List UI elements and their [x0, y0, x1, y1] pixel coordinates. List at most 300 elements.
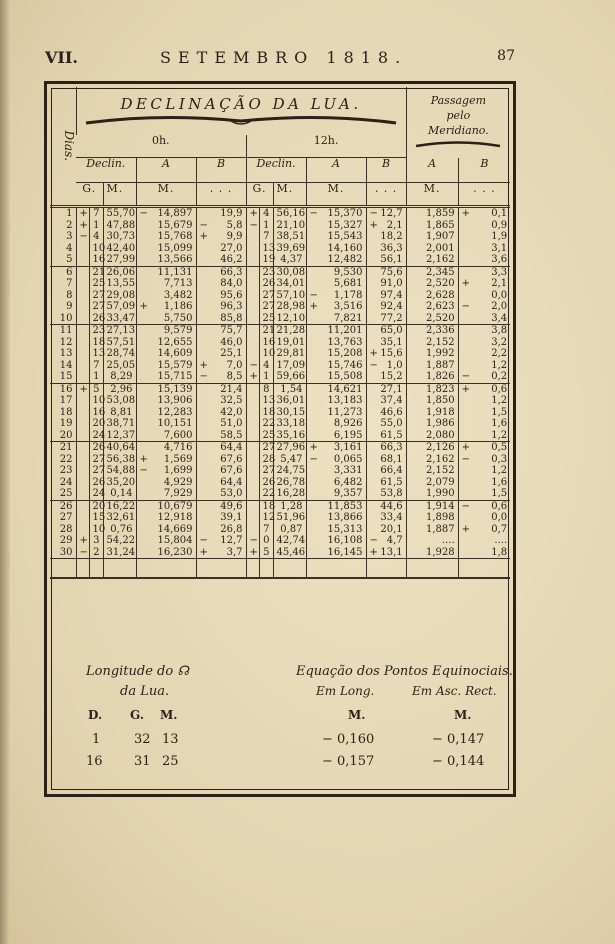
table-number: 1,186: [163, 301, 193, 312]
row1-g: 32: [134, 732, 151, 747]
table-value: [310, 360, 363, 372]
table-value: [200, 547, 243, 559]
col-m-header: M.: [160, 708, 178, 722]
table-number: 15,543: [327, 231, 363, 242]
table-number: 26,8: [220, 523, 243, 535]
table-value: 27: [92, 301, 106, 312]
table-number: 27,0: [220, 242, 243, 254]
passagem-line-3: Meridiano.: [428, 124, 489, 137]
table-value: [140, 454, 193, 466]
sign-mark: +: [369, 219, 378, 231]
table-value: [80, 418, 86, 430]
min-12-cell: [273, 383, 306, 442]
table-value: 2,079: [425, 476, 455, 488]
deg-12-cell: [259, 442, 276, 501]
b-12-cell: [366, 266, 406, 325]
unit-m-a12: M.: [306, 183, 366, 207]
table-value: [80, 477, 86, 489]
table-value: 1: [263, 219, 270, 231]
col-d-header: D.: [88, 708, 103, 722]
table-value: [250, 290, 256, 302]
unit-m-12: M.: [273, 183, 306, 207]
table-number: 11,273: [327, 406, 363, 418]
table-number: 0,6: [491, 500, 508, 512]
table-value: [370, 535, 403, 547]
b-0-cell: [196, 325, 246, 384]
table-number: 92,4: [380, 301, 403, 312]
table-number: 64,4: [220, 442, 243, 453]
table-number: 3,6: [491, 254, 508, 265]
unit-dots-pass: . . .: [458, 183, 510, 207]
row2-long: − 0,157: [322, 754, 375, 769]
table-value: 1,914: [425, 500, 455, 512]
hour-12-header: 12h.: [246, 135, 406, 158]
table-number: 67,6: [220, 465, 243, 476]
table-value: [140, 547, 193, 559]
pass-b-cell: [458, 325, 510, 384]
table-value: [250, 407, 256, 419]
table-number: 27,1: [380, 383, 403, 395]
table-value: [370, 407, 403, 419]
table-value: 19,01: [276, 336, 306, 348]
table-value: 26: [92, 442, 106, 453]
table-value: [462, 524, 508, 536]
table-value: 27: [262, 442, 276, 453]
table-value: 1,865: [425, 219, 455, 231]
table-value: [370, 278, 403, 290]
em-asc-label: Em Asc. Rect.: [412, 684, 497, 698]
end-rule-cell: [306, 559, 366, 579]
table-value: [80, 465, 86, 477]
table-number: 95,6: [220, 289, 243, 301]
table-number: 49,6: [220, 500, 243, 512]
table-value: 26: [92, 476, 106, 488]
table-value: 1: [93, 371, 100, 382]
table-value: 16,28: [276, 488, 306, 499]
table-value: 30,08: [276, 266, 306, 278]
table-number: 12,482: [327, 254, 363, 265]
table-value: 25: [92, 278, 106, 289]
table-value: [250, 512, 256, 524]
table-value: 22: [262, 488, 276, 499]
b-0-header: B: [196, 158, 246, 183]
table-number: 46,2: [220, 254, 243, 265]
table-number: 61,5: [380, 476, 403, 488]
table-value: [250, 243, 256, 255]
table-value: 24: [92, 429, 106, 441]
table-value: 5: [93, 383, 100, 395]
table-value: [310, 278, 363, 290]
table-value: [310, 418, 363, 430]
table-value: [80, 278, 86, 290]
day-cell: [50, 325, 76, 384]
sign-mark: +: [461, 442, 471, 453]
table-value: [462, 231, 508, 243]
table-value: 57,09: [106, 301, 136, 312]
table-value: [140, 501, 193, 513]
day-cell: [50, 500, 76, 559]
table-value: [370, 360, 403, 372]
table-value: 27,13: [106, 325, 136, 336]
table-value: 18: [262, 500, 276, 512]
table-value: 10: [59, 312, 73, 324]
table-number: 2,1: [491, 278, 508, 289]
sign-12-cell: [246, 500, 259, 559]
table-value: [370, 442, 403, 454]
table-number: 10,679: [157, 500, 193, 512]
table-value: 14: [59, 359, 73, 371]
table-value: [462, 547, 508, 559]
table-value: 15: [92, 512, 106, 523]
page-number: 87: [497, 48, 515, 64]
table-value: [250, 325, 256, 337]
table-value: 0,87: [280, 523, 303, 535]
table-value: [370, 208, 403, 220]
table-value: [200, 477, 243, 489]
table-value: +: [79, 535, 88, 546]
table-value: [462, 535, 508, 547]
table-value: [140, 430, 193, 442]
table-number: 0,9: [491, 219, 508, 231]
table-number: 0,1: [491, 208, 508, 219]
unit-m-0: M.: [103, 183, 136, 207]
table-value: 19: [59, 418, 73, 429]
table-value: 12: [262, 512, 276, 523]
b-0-cell: [196, 207, 246, 267]
table-value: 1,54: [280, 383, 303, 395]
table-value: 17: [59, 395, 73, 406]
table-number: 9,357: [333, 488, 363, 499]
pass-b-cell: [458, 383, 510, 442]
table-value: 38,51: [276, 231, 306, 242]
sign-mark: −: [461, 500, 471, 512]
table-value: 57,51: [106, 336, 136, 348]
table-value: 19: [262, 254, 276, 265]
table-value: 4: [263, 359, 270, 371]
table-value: 1,986: [425, 418, 455, 429]
deg-12-cell: [259, 500, 276, 559]
table-value: 10: [92, 523, 106, 535]
table-value: [370, 231, 403, 243]
table-value: 25,05: [106, 359, 136, 371]
table-value: 2,520: [425, 312, 455, 324]
unit-g-0: G.: [76, 183, 103, 207]
pass-b-cell: [458, 207, 510, 267]
table-value: [370, 243, 403, 255]
table-value: 25: [59, 488, 73, 499]
table-number: 7,713: [163, 278, 193, 289]
table-value: [310, 267, 363, 279]
table-value: [140, 371, 193, 383]
sign-mark: −: [309, 289, 318, 301]
table-value: [310, 465, 363, 477]
table-value: [370, 254, 403, 266]
table-value: 8,81: [110, 406, 133, 418]
table-number: 13,566: [157, 254, 193, 265]
a-0-cell: [136, 207, 196, 267]
a-pass-header: A: [406, 158, 458, 183]
table-value: [140, 535, 193, 547]
sign-mark: −: [139, 465, 148, 476]
table-value: 21: [92, 266, 106, 278]
end-rule-cell: [136, 559, 196, 579]
table-value: 1,28: [280, 500, 303, 512]
col-g-header: G.: [130, 708, 144, 722]
table-number: 66,3: [380, 442, 403, 453]
table-value: [200, 243, 243, 255]
table-value: [200, 290, 243, 302]
min-12-cell: [273, 207, 306, 267]
table-value: [310, 313, 363, 325]
table-value: 16,22: [106, 500, 136, 512]
day-cell: [50, 207, 76, 267]
table-value: 27: [92, 453, 106, 465]
sign-mark: +: [461, 383, 471, 395]
em-long-label: Em Long.: [316, 684, 375, 698]
table-number: 67,6: [220, 453, 243, 465]
table-value: [462, 501, 508, 513]
deg-12-cell: [259, 266, 276, 325]
table-value: [462, 465, 508, 477]
table-value: 13: [262, 395, 276, 406]
table-value: [250, 430, 256, 442]
table-value: [200, 524, 243, 536]
table-value: 21: [262, 325, 276, 336]
sign-mark: +: [199, 359, 208, 371]
table-value: [462, 407, 508, 419]
table-value: [370, 371, 403, 383]
table-number: 7,929: [163, 488, 193, 499]
table-value: [462, 371, 508, 383]
table-number: 85,8: [220, 312, 243, 324]
table-value: 24: [92, 488, 106, 499]
table-value: [310, 337, 363, 349]
sign-mark: −: [369, 359, 378, 371]
table-value: [140, 231, 193, 243]
table-number: 13,1: [380, 546, 403, 558]
table-value: 5: [66, 254, 73, 265]
table-value: 1,826: [425, 371, 455, 382]
table-value: 51,96: [276, 512, 306, 523]
table-value: [462, 301, 508, 313]
table-number: 1,569: [163, 453, 193, 465]
sign-12-cell: [246, 442, 259, 501]
table-value: [250, 348, 256, 360]
table-value: 33,47: [106, 312, 136, 324]
sign-mark: −: [461, 371, 471, 382]
table-value: 2,336: [425, 325, 455, 336]
table-value: [310, 512, 363, 524]
table-value: [140, 442, 193, 454]
table-number: 11,853: [327, 500, 363, 512]
table-value: 4: [93, 231, 100, 242]
table-value: [80, 337, 86, 349]
table-number: 15,508: [327, 371, 363, 382]
table-value: 24,75: [276, 465, 306, 476]
table-number: 58,5: [220, 429, 243, 441]
table-value: [140, 360, 193, 372]
day-cell: [50, 266, 76, 325]
table-number: 0,0: [491, 512, 508, 523]
table-number: 1,5: [491, 406, 508, 418]
table-number: 1,6: [491, 476, 508, 488]
passagem-header: [406, 87, 510, 158]
table-value: [140, 243, 193, 255]
table-number: 53,0: [220, 488, 243, 499]
table-value: 32,61: [106, 512, 136, 523]
table-value: [140, 465, 193, 477]
longitude-title: Longitude do ☊: [86, 664, 189, 679]
table-value: [80, 454, 86, 466]
table-value: 28,98: [276, 301, 306, 312]
table-number: 1,2: [491, 465, 508, 476]
sign-mark: +: [369, 348, 378, 359]
table-value: 1,850: [425, 395, 455, 406]
unit-dots-b0: . . .: [196, 183, 246, 207]
table-number: 44,6: [380, 500, 403, 512]
table-number: 12,283: [157, 406, 193, 418]
deg-0-cell: [89, 266, 106, 325]
table-value: 18: [262, 406, 276, 418]
table-value: [80, 301, 86, 313]
row1-d: 1: [92, 732, 101, 747]
b-12-cell: [366, 207, 406, 267]
table-value: 26,78: [276, 476, 306, 488]
table-value: 23: [262, 266, 276, 278]
deg-0-cell: [89, 207, 106, 267]
table-number: 1,178: [333, 289, 363, 301]
table-number: 15,679: [157, 219, 193, 231]
table-number: 13,866: [327, 512, 363, 523]
table-value: 3: [93, 535, 100, 546]
table-value: 20: [92, 418, 106, 429]
table-value: 7: [93, 359, 100, 371]
end-rule-cell: [406, 559, 458, 579]
table-number: 15,2: [380, 371, 403, 382]
table-value: [140, 313, 193, 325]
table-number: 0,0: [491, 289, 508, 301]
table-value: [462, 384, 508, 396]
table-value: [200, 488, 243, 500]
table-number: 75,6: [380, 266, 403, 278]
table-value: [200, 220, 243, 232]
table-value: [310, 454, 363, 466]
table-value: 16: [59, 383, 73, 395]
table-value: [310, 442, 363, 454]
table-value: [200, 512, 243, 524]
table-number: 61,5: [380, 429, 403, 441]
table-number: 2,2: [491, 348, 508, 359]
table-value: 3: [66, 231, 73, 242]
table-number: 3,482: [163, 289, 193, 301]
table-value: 4: [66, 242, 73, 254]
row2-d: 16: [86, 754, 103, 769]
equacao-title: Equação dos Pontos Equinociais.: [296, 664, 513, 679]
table-value: 2,345: [425, 266, 455, 278]
table-value: 16: [92, 406, 106, 418]
table-value: 10: [92, 395, 106, 406]
sign-mark: +: [461, 208, 471, 219]
month-year-title: SETEMBRO 1818.: [160, 48, 408, 67]
table-number: 15,208: [327, 348, 363, 359]
table-value: 4: [263, 208, 270, 219]
table-value: 31,24: [106, 546, 136, 558]
table-number: 6,482: [333, 476, 363, 488]
table-value: 7: [66, 278, 73, 289]
table-value: [140, 524, 193, 536]
table-value: ....: [441, 535, 455, 546]
table-number: 1,5: [491, 488, 508, 499]
table-value: +: [249, 371, 258, 382]
table-value: [140, 290, 193, 302]
table-number: 6,195: [333, 429, 363, 441]
table-number: 2,1: [386, 219, 403, 231]
table-value: 28: [262, 453, 276, 465]
sign-mark: +: [199, 546, 208, 558]
sign-mark: −: [309, 208, 318, 219]
table-number: 3,8: [491, 325, 508, 336]
table-value: [250, 267, 256, 279]
table-number: 37,4: [380, 395, 403, 406]
table-value: [200, 465, 243, 477]
table-number: 1,2: [491, 395, 508, 406]
table-value: 26: [262, 278, 276, 289]
table-value: 1,859: [425, 208, 455, 219]
table-value: [140, 418, 193, 430]
table-value: [200, 371, 243, 383]
sign-mark: −: [199, 535, 208, 546]
a-12-cell: [306, 325, 366, 384]
table-number: 96,3: [220, 301, 243, 312]
row1-m: 13: [162, 732, 179, 747]
table-value: [310, 430, 363, 442]
table-value: 53,08: [106, 395, 136, 406]
end-rule-cell: [259, 559, 273, 579]
table-number: 3,331: [333, 465, 363, 476]
table-value: [200, 395, 243, 407]
table-value: 26: [262, 476, 276, 488]
table-value: [200, 267, 243, 279]
table-value: 20: [59, 429, 73, 441]
table-value: 39,69: [276, 242, 306, 254]
table-value: 23: [59, 465, 73, 476]
table-value: [310, 477, 363, 489]
table-value: [140, 395, 193, 407]
table-number: 14,897: [157, 208, 193, 219]
table-value: [80, 395, 86, 407]
table-value: 30,15: [276, 406, 306, 418]
table-value: [370, 454, 403, 466]
table-value: [250, 501, 256, 513]
table-value: 2,080: [425, 429, 455, 441]
sign-0-cell: [76, 325, 89, 384]
a-0-cell: [136, 383, 196, 442]
table-number: 1,9: [491, 231, 508, 242]
table-value: 17,09: [276, 359, 306, 371]
table-value: [462, 243, 508, 255]
table-value: 26,06: [106, 266, 136, 278]
table-value: [140, 384, 193, 396]
table-value: 1,898: [425, 512, 455, 523]
table-value: 12: [59, 336, 73, 348]
table-value: [462, 418, 508, 430]
table-value: [370, 418, 403, 430]
table-value: [370, 301, 403, 313]
table-value: [200, 535, 243, 547]
table-number: 19,9: [220, 208, 243, 219]
table-value: 27: [59, 512, 73, 523]
table-number: 9,9: [226, 231, 243, 242]
